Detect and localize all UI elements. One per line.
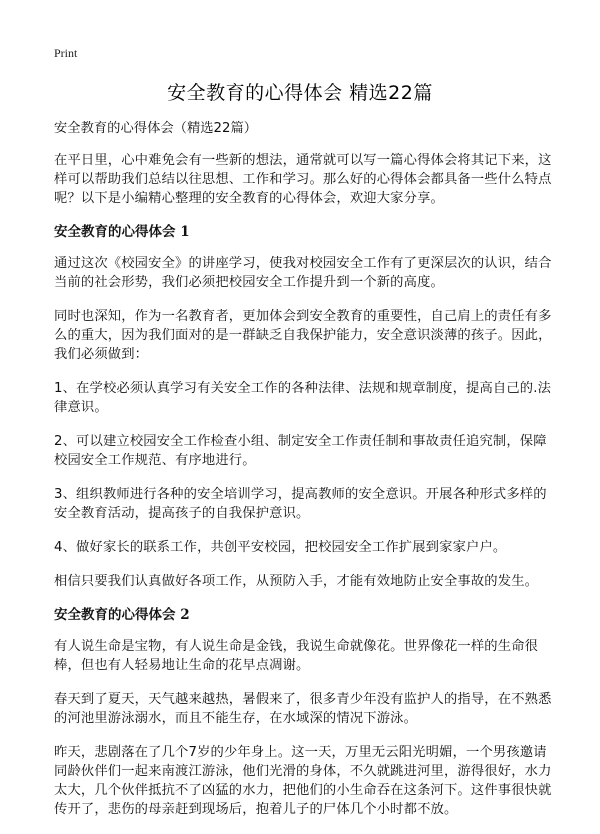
paragraph: 同时也深知，作为一名教育者，更加体会到安全教育的重要性，自己肩上的责任有多么的重大，因为我们面对的是一群缺乏自我保护能力，安全意识淡薄的孩子。因此，我们必须做到： [54,309,552,362]
document-body [54,120,554,834]
paragraph: 有人说生命是宝物，有人说生命是金钱，我说生命就像花。世界像花一样的生命很棒，但也有人轻易地让生命的花早点凋谢。 [54,639,539,673]
paragraph: 相信只要我们认真做好各项工作，从预防入手，才能有效地防止安全事故的发生。 [54,574,539,589]
section-heading: 安全教育的心得体会 2 [54,607,190,623]
section-1 [54,223,554,591]
section-2 [54,606,554,819]
list-item: 1、在学校必须认真学习有关安全工作的各种法律、法规和规章制度，提高自己的.法律意识。 [54,381,552,415]
list-item: 2、可以建立校园安全工作检查小组、制定安全工作责任制和事故责任追究制，保障校园安全工作规范、有序地进行。 [54,434,547,468]
section-heading: 安全教育的心得体会 1 [54,224,190,240]
list-item: 3、组织教师进行各种的安全培训学习，提高教师的安全意识。开展各种形式多样的安全教育活动，提高孩子的自我保护意识。 [54,487,547,521]
document-subtitle: 安全教育的心得体会（精选22篇） [54,121,258,136]
list-item: 4、做好家长的联系工作，共创平安校园，把校园安全工作扩展到家家户户。 [54,540,507,555]
paragraph: 春天到了夏天，天气越来越热，暑假来了，很多青少年没有监护人的指导，在不熟悉的河池里游泳溺水，而且不能生存，在水域深的情况下游泳。 [54,692,552,726]
page-title: 安全教育的心得体会 精选22篇 [167,82,433,104]
paragraph: 通过这次《校园安全》的讲座学习，使我对校园安全工作有了更深层次的认识，结合当前的社会形势，我们必须把校园安全工作提升到一个新的高度。 [54,256,552,290]
print-link[interactable]: Print [54,46,78,60]
paragraph: 昨天，悲剧落在了几个7岁的少年身上。这一天，万里无云阳光明媚，一个男孩邀请同龄伙伴们一起来南渡江游泳，他们光滑的身体，不久就跳进河里，游得很好，水力太大，几个伙伴抵抗不了凶猛的水力，把他们的小生命吞在这条河下。这件事很快就传开了，悲伤的母亲赶到现场后，抱着儿子的尸体几个小时都不放。 [54,745,552,817]
intro-paragraph: 在平日里，心中难免会有一些新的想法，通常就可以写一篇心得体会将其记下来，这样可以帮助我们总结以往思想、工作和学习。那么好的心得体会都具备一些什么特点呢？以下是小编精心整理的安全教育的心得体会，欢迎大家分享。 [54,153,552,206]
